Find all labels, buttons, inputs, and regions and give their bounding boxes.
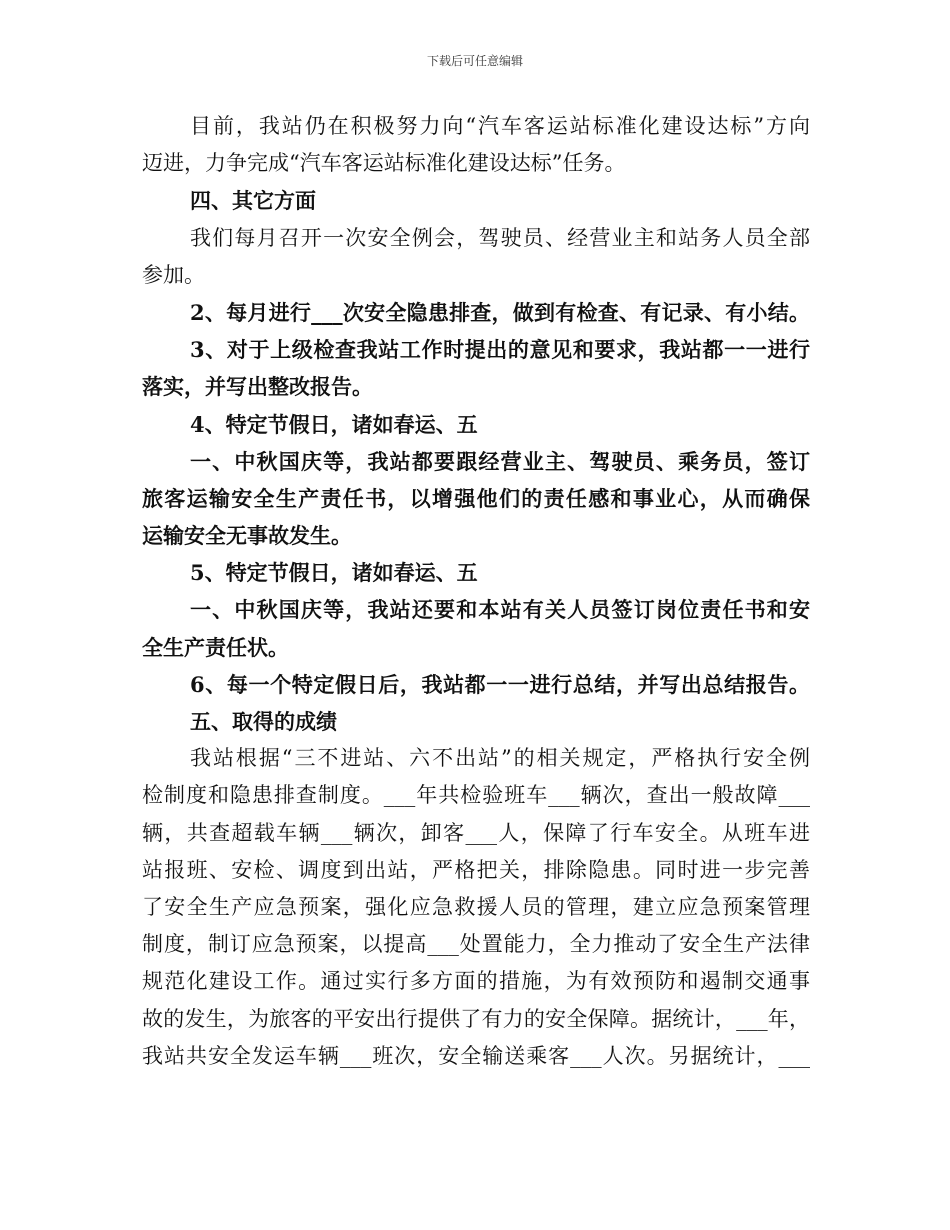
text-line: 规范化建设工作。通过实行多方面的措施，为有效预防和遏制交通事 xyxy=(142,969,810,994)
text-line: 站报班、安检、调度到出站，严格把关，排除隐患。同时进一步完善 xyxy=(142,857,810,882)
text-line: 故的发生，为旅客的平安出行提供了有力的安全保障。据统计，___年， xyxy=(142,1006,810,1031)
text-line: 一、中秋国庆等，我站还要和本站有关人员签订岗位责任书和安 xyxy=(190,597,810,623)
text-line: 五、取得的成绩 xyxy=(190,709,337,734)
text-line: 辆，共查超载车辆___辆次，卸客___人，保障了行车安全。从班车进 xyxy=(142,820,810,845)
document-body xyxy=(142,108,810,1075)
text-line: 参加。 xyxy=(142,262,205,287)
text-line: 一、中秋国庆等，我站都要跟经营业主、驾驶员、乘务员，签订 xyxy=(190,448,810,474)
text-line: 5、特定节假日，诸如春运、五 xyxy=(190,560,478,586)
text-line: 制度，制订应急预案，以提高___处置能力，全力推动了安全生产法律 xyxy=(142,932,810,957)
text-line: 我站共安全发运车辆___班次，安全输送乘客___人次。另据统计，___ xyxy=(142,1043,810,1068)
text-line: 运输安全无事故发生。 xyxy=(142,523,352,549)
text-line: 我们每月召开一次安全例会，驾驶员、经营业主和站务人员全部 xyxy=(190,225,810,250)
text-line: 检制度和隐患排查制度。___年共检验班车___辆次，查出一般故障___ xyxy=(142,783,810,808)
text-line: 了安全生产应急预案，强化应急救援人员的管理，建立应急预案管理 xyxy=(142,894,810,919)
page-header: 下载后可任意编辑 xyxy=(426,54,523,68)
text-line: 2、每月进行___次安全隐患排查，做到有检查、有记录、有小结。 xyxy=(190,299,810,325)
text-line: 我站根据“三不进站、六不出站”的相关规定，严格执行安全例 xyxy=(190,746,810,771)
text-line: 落实，并写出整改报告。 xyxy=(142,374,373,400)
text-line: 3、对于上级检查我站工作时提出的意见和要求，我站都一一进行 xyxy=(190,337,810,363)
text-line: 6、每一个特定假日后，我站都一一进行总结，并写出总结报告。 xyxy=(190,671,810,697)
text-line: 旅客运输安全生产责任书，以增强他们的责任感和事业心，从而确保 xyxy=(142,485,810,511)
text-line: 四、其它方面 xyxy=(190,188,316,214)
text-line: 目前，我站仍在积极努力向“汽车客运站标准化建设达标”方向 xyxy=(190,114,810,138)
text-line: 迈进，力争完成“汽车客运站标准化建设达标”任务。 xyxy=(142,151,626,176)
text-line: 4、特定节假日，诸如春运、五 xyxy=(190,411,478,437)
text-line: 全生产责任状。 xyxy=(142,634,289,660)
